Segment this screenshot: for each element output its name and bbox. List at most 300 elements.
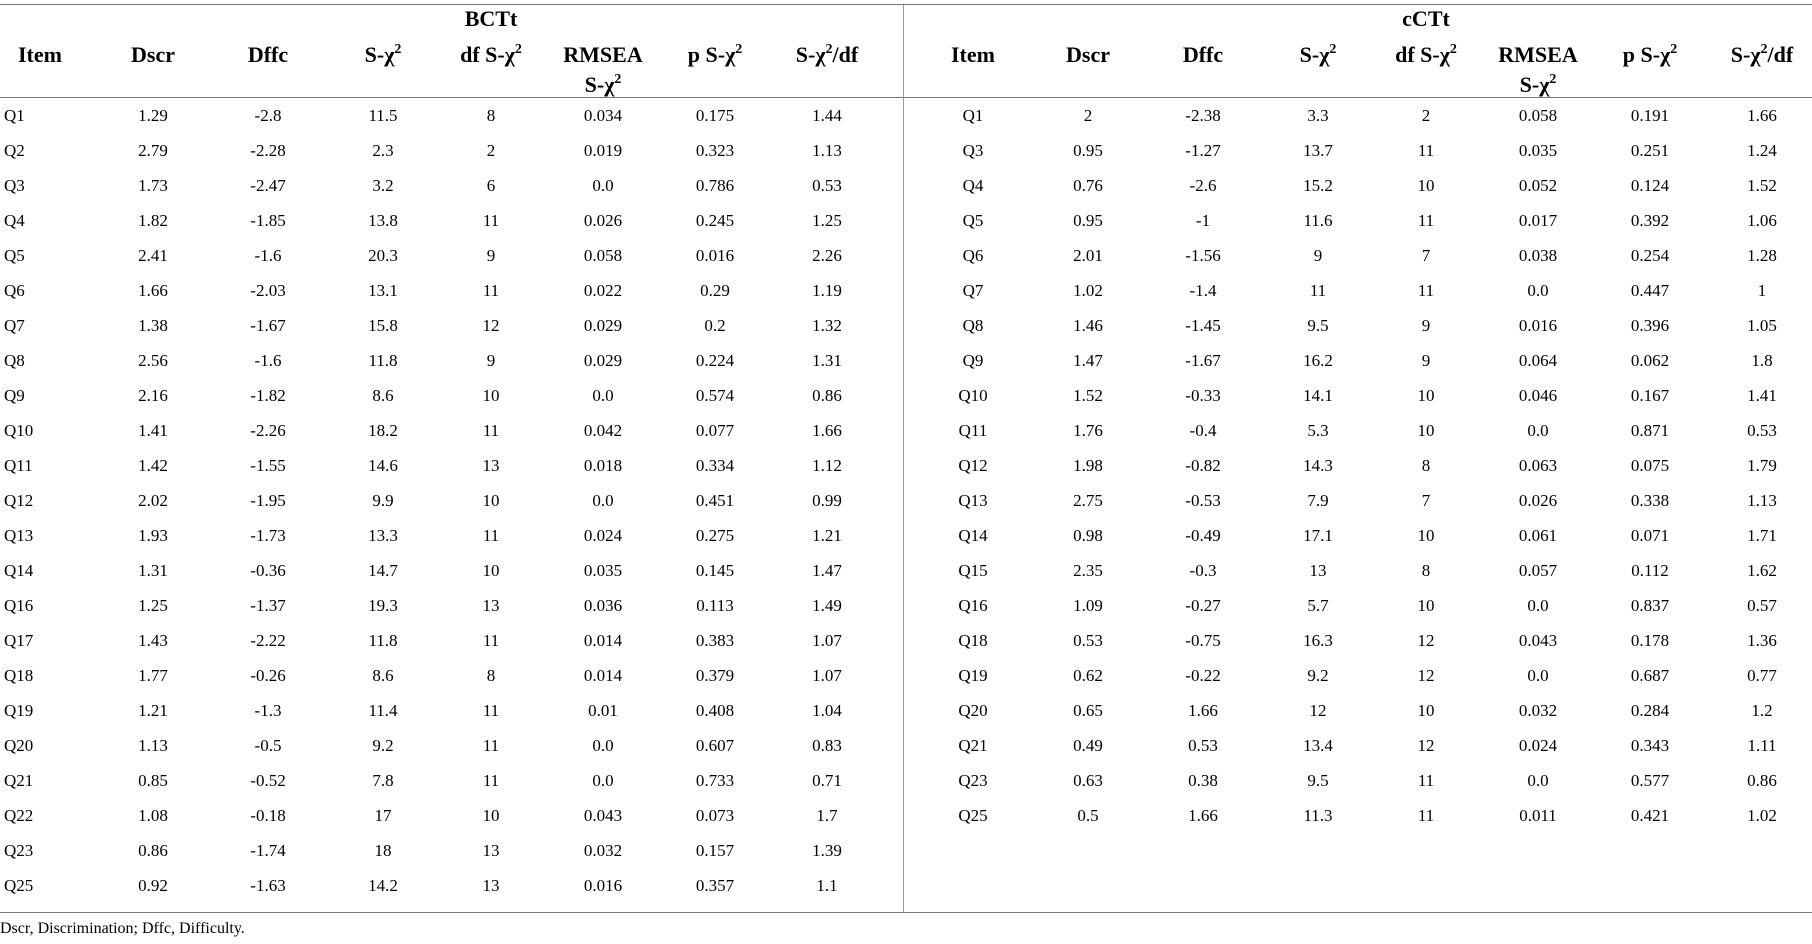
table-cell: 1.31: [812, 351, 842, 370]
table-cell: 9.2: [372, 736, 394, 755]
table-cell: -2.28: [250, 141, 286, 160]
table-cell: 2: [486, 141, 496, 160]
column-header: $S-\chi^2/df$: [1730, 42, 1794, 67]
table-cell: 0.837: [1630, 596, 1670, 615]
row-item-label: Q4: [962, 176, 984, 195]
table-cell: 11.6: [1303, 211, 1333, 230]
row-item-label: Q14: [958, 526, 988, 545]
row-item-label: Q3: [962, 141, 984, 160]
table-cell: 0.022: [583, 281, 623, 300]
row-item-label: Q8: [4, 351, 25, 370]
table-cell: 1.44: [812, 106, 842, 125]
table-cell: 0.024: [583, 526, 623, 545]
table-cell: 0.357: [695, 876, 735, 895]
table-cell: 1.46: [1073, 316, 1103, 335]
table-cell: 1.08: [138, 806, 168, 825]
table-cell: -0.33: [1185, 386, 1221, 405]
table-cell: 14.7: [368, 561, 398, 580]
table-cell: 3.2: [372, 176, 394, 195]
table-cell: 1.79: [1747, 456, 1777, 475]
table-cell: 1.36: [1747, 631, 1777, 650]
table-cell: 1.12: [812, 456, 842, 475]
row-item-label: Q11: [4, 456, 33, 475]
table-cell: -1.37: [250, 596, 286, 615]
table-cell: 0.251: [1630, 141, 1670, 160]
table-cell: 1.39: [812, 841, 842, 860]
table-cell: 1.29: [138, 106, 168, 125]
table-cell: 0.2: [704, 316, 726, 335]
table-cell: 10: [1417, 701, 1435, 720]
table-cell: -2.8: [254, 106, 282, 125]
table-cell: 0.49: [1073, 736, 1103, 755]
table-cell: 1.66: [812, 421, 842, 440]
table-cell: -0.36: [250, 561, 286, 580]
table-cell: -0.22: [1185, 666, 1221, 685]
table-cell: 0.024: [1518, 736, 1558, 755]
row-item-label: Q2: [4, 141, 25, 160]
column-header: p $S-\chi^2$: [1622, 42, 1678, 67]
table-cell: 1.52: [1073, 386, 1103, 405]
table-cell: 3.3: [1307, 106, 1329, 125]
row-item-label: Q21: [4, 771, 34, 790]
table-cell: 11.4: [368, 701, 398, 720]
row-item-label: Q1: [4, 106, 25, 125]
table-cell: 13: [482, 876, 500, 895]
table-cell: 13.3: [368, 526, 398, 545]
table-cell: 1.41: [138, 421, 168, 440]
table-cell: 0.052: [1518, 176, 1558, 195]
table-cell: 0.275: [695, 526, 735, 545]
table-cell: -0.75: [1185, 631, 1221, 650]
table-cell: 0.76: [1073, 176, 1103, 195]
table-cell: 2: [1421, 106, 1431, 125]
table-cell: 1.25: [812, 211, 842, 230]
table-cell: -2.38: [1185, 106, 1221, 125]
row-item-label: Q12: [958, 456, 988, 475]
table-cell: 10: [1417, 421, 1435, 440]
table-cell: 7.8: [372, 771, 394, 790]
table-cell: 0.5: [1077, 806, 1099, 825]
table-cell: 1.82: [138, 211, 168, 230]
table-cell: 0.145: [695, 561, 735, 580]
table-cell: -0.27: [1185, 596, 1221, 615]
table-cell: 0.447: [1630, 281, 1670, 300]
table-cell: 0.064: [1518, 351, 1558, 370]
table-cell: 0.035: [1518, 141, 1558, 160]
row-item-label: Q12: [4, 491, 34, 510]
table-cell: 13: [482, 841, 500, 860]
table-cell: 0.178: [1630, 631, 1670, 650]
table-cell: 1.02: [1073, 281, 1103, 300]
table-cell: 0.167: [1630, 386, 1670, 405]
table-cell: 0.57: [1747, 596, 1777, 615]
table-cell: 1.62: [1747, 561, 1777, 580]
table-cell: 1.8: [1751, 351, 1773, 370]
table-cell: -1.27: [1185, 141, 1221, 160]
table-cell: 18: [374, 841, 392, 860]
table-cell: 11: [482, 526, 500, 545]
table-cell: 12: [1417, 666, 1435, 685]
table-cell: 0.574: [695, 386, 735, 405]
table-cell: 9: [486, 246, 496, 265]
table-cell: 1.71: [1747, 526, 1777, 545]
table-cell: 0.038: [1518, 246, 1558, 265]
table-cell: 2.41: [138, 246, 168, 265]
table-cell: 13: [482, 596, 500, 615]
table-cell: 0.0: [1527, 421, 1549, 440]
table-cell: 1.02: [1747, 806, 1777, 825]
table-cell: 1.2: [1751, 701, 1773, 720]
row-item-label: Q17: [4, 631, 34, 650]
row-item-label: Q16: [4, 596, 34, 615]
table-cell: 0.026: [1518, 491, 1558, 510]
table-cell: 8: [486, 666, 496, 685]
table-cell: -1.73: [250, 526, 286, 545]
table-cell: 0.077: [695, 421, 735, 440]
table-cell: 2.16: [138, 386, 168, 405]
column-header: p $S-\chi^2$: [687, 42, 743, 67]
table-cell: 0.86: [1747, 771, 1777, 790]
table-cell: 6: [486, 176, 496, 195]
table-cell: 11: [482, 771, 500, 790]
table-cell: 0.85: [138, 771, 168, 790]
table-cell: 0.607: [695, 736, 735, 755]
table-cell: 1.77: [138, 666, 168, 685]
row-item-label: Q16: [958, 596, 988, 615]
row-item-label: Q14: [4, 561, 34, 580]
table-cell: 0.032: [583, 841, 623, 860]
table-cell: 0.86: [138, 841, 168, 860]
table-cell: 1.47: [1073, 351, 1103, 370]
table-cell: 9.2: [1307, 666, 1329, 685]
table-cell: 16.3: [1303, 631, 1333, 650]
row-item-label: Q15: [958, 561, 988, 580]
table-cell: 0.77: [1747, 666, 1777, 685]
table-cell: 8: [486, 106, 496, 125]
table-cell: 0.53: [812, 176, 842, 195]
table-cell: 0.383: [695, 631, 735, 650]
table-cell: 0.0: [1527, 281, 1549, 300]
table-cell: 0.284: [1630, 701, 1670, 720]
table-cell: 1.66: [138, 281, 168, 300]
table-cell: 7: [1421, 491, 1431, 510]
table-cell: 0.157: [695, 841, 735, 860]
table-cell: 1.43: [138, 631, 168, 650]
table-cell: 11: [482, 281, 500, 300]
table-cell: -2.47: [250, 176, 286, 195]
table-cell: 11: [1417, 771, 1435, 790]
table-cell: -1.3: [254, 701, 282, 720]
table-cell: 0.451: [695, 491, 735, 510]
table-cell: 0.53: [1747, 421, 1777, 440]
row-item-label: Q6: [962, 246, 984, 265]
table-cell: 0.019: [583, 141, 623, 160]
table-cell: 0.016: [583, 876, 623, 895]
table-cell: 12: [1417, 631, 1435, 650]
row-item-label: Q7: [4, 316, 25, 335]
table-cell: 9.5: [1307, 316, 1329, 335]
table-cell: 0.014: [583, 631, 623, 650]
column-header: Dffc: [1182, 42, 1224, 67]
table-cell: 1.1: [816, 876, 838, 895]
table-cell: 14.2: [368, 876, 398, 895]
table-cell: -0.4: [1189, 421, 1217, 440]
table-cell: 15.8: [368, 316, 398, 335]
column-header: Dscr: [1066, 42, 1110, 67]
table-cell: 0.687: [1630, 666, 1670, 685]
table-cell: 0.016: [1518, 316, 1558, 335]
table-cell: -1.55: [250, 456, 286, 475]
row-item-label: Q23: [4, 841, 34, 860]
table-cell: -0.53: [1185, 491, 1221, 510]
table-cell: -0.82: [1185, 456, 1221, 475]
table-cell: -1.45: [1185, 316, 1221, 335]
table-cell: -1: [1195, 211, 1211, 230]
table-cell: 11: [482, 211, 500, 230]
table-cell: -1.85: [250, 211, 286, 230]
table-cell: 1.24: [1747, 141, 1777, 160]
table-cell: 0.035: [583, 561, 623, 580]
table-cell: -0.26: [250, 666, 286, 685]
table-cell: 11: [482, 421, 500, 440]
table-cell: -1.74: [250, 841, 286, 860]
table-cell: -2.6: [1189, 176, 1217, 195]
table-cell: 1.93: [138, 526, 168, 545]
table-cell: -1.67: [1185, 351, 1221, 370]
table-cell: 0.254: [1630, 246, 1670, 265]
table-cell: 0.379: [695, 666, 735, 685]
row-item-label: Q9: [4, 386, 25, 405]
table-cell: 0.046: [1518, 386, 1558, 405]
table-cell: 0.0: [1527, 666, 1549, 685]
table-cell: 1.06: [1747, 211, 1777, 230]
row-item-label: Q10: [958, 386, 988, 405]
table-cell: 0.343: [1630, 736, 1670, 755]
table-cell: 1.66: [1747, 106, 1777, 125]
table-cell: 11: [482, 701, 500, 720]
row-item-label: Q7: [962, 281, 984, 300]
table-cell: -1.6: [254, 246, 282, 265]
table-cell: -0.52: [250, 771, 286, 790]
table-footnote: Dscr, Discrimination; Dffc, Difficulty.: [0, 920, 245, 937]
table-cell: 11: [1417, 211, 1435, 230]
table-cell: -0.49: [1185, 526, 1221, 545]
table-cell: 0.0: [592, 771, 614, 790]
table-cell: 0.075: [1630, 456, 1670, 475]
table-cell: -2.26: [250, 421, 286, 440]
table-cell: 1.13: [138, 736, 168, 755]
table-cell: 11: [482, 736, 500, 755]
table-cell: 9: [1421, 351, 1431, 370]
table-cell: 12: [482, 316, 500, 335]
table-cell: 11: [1417, 281, 1435, 300]
table-cell: 11.8: [368, 351, 398, 370]
table-cell: 0.063: [1518, 456, 1558, 475]
table-cell: 0.65: [1073, 701, 1103, 720]
table-cell: 0.83: [812, 736, 842, 755]
table-cell: 0.92: [138, 876, 168, 895]
table-cell: 0.113: [696, 596, 734, 615]
table-cell: 0.0: [592, 386, 614, 405]
table-cell: -1.63: [250, 876, 286, 895]
table-cell: 8: [1421, 456, 1431, 475]
row-item-label: Q20: [958, 701, 988, 720]
table-cell: 1.13: [812, 141, 842, 160]
table-cell: 10: [482, 561, 500, 580]
top-rule: [0, 4, 1812, 5]
table-cell: 0.86: [812, 386, 842, 405]
table-cell: -0.5: [254, 736, 282, 755]
table-cell: 0.016: [695, 246, 735, 265]
table-cell: -1.95: [250, 491, 286, 510]
table-cell: 9: [1313, 246, 1323, 265]
table-cell: 1.09: [1073, 596, 1103, 615]
row-item-label: Q21: [958, 736, 988, 755]
row-item-label: Q9: [962, 351, 984, 370]
table-cell: 0.577: [1630, 771, 1670, 790]
table-cell: 1.21: [812, 526, 842, 545]
row-item-label: Q10: [4, 421, 34, 440]
table-cell: 2.75: [1073, 491, 1103, 510]
table-cell: 1.73: [138, 176, 168, 195]
table-cell: 0.032: [1518, 701, 1558, 720]
row-item-label: Q13: [4, 526, 34, 545]
row-item-label: Q4: [4, 211, 25, 230]
bottom-rule: [0, 912, 1812, 913]
row-item-label: Q13: [958, 491, 988, 510]
table-cell: 17: [374, 806, 392, 825]
table-cell: 0.043: [583, 806, 623, 825]
table-cell: 15.2: [1303, 176, 1333, 195]
table-cell: 9: [1421, 316, 1431, 335]
table-cell: 1.13: [1747, 491, 1777, 510]
table-cell: 1.76: [1073, 421, 1103, 440]
row-item-label: Q25: [958, 806, 988, 825]
table-cell: 11: [1309, 281, 1327, 300]
table-cell: 1.38: [138, 316, 168, 335]
table-cell: -0.18: [250, 806, 286, 825]
table-cell: 8: [1421, 561, 1431, 580]
table-cell: 12: [1309, 701, 1327, 720]
table-cell: 0.71: [812, 771, 842, 790]
table-cell: 8.6: [372, 666, 394, 685]
table-cell: 9.5: [1307, 771, 1329, 790]
table-cell: 0.99: [812, 491, 842, 510]
table-cell: 5.3: [1307, 421, 1329, 440]
table-cell: 2.01: [1073, 246, 1103, 265]
table-cell: 0.036: [583, 596, 623, 615]
table-cell: 0.017: [1518, 211, 1558, 230]
table-cell: 10: [1417, 526, 1435, 545]
table-cell: 1.04: [812, 701, 842, 720]
table-cell: 1.32: [812, 316, 842, 335]
table-cell: 0.058: [583, 246, 623, 265]
table-cell: 2.26: [812, 246, 842, 265]
table-cell: 14.6: [368, 456, 398, 475]
table-cell: 0.0: [592, 491, 614, 510]
column-header: RMSEA $S-\chi^2$: [563, 42, 643, 97]
table-cell: 14.1: [1303, 386, 1333, 405]
table-cell: 13.8: [368, 211, 398, 230]
table-cell: 7: [1421, 246, 1431, 265]
table-cell: 1.28: [1747, 246, 1777, 265]
table-cell: 0.338: [1630, 491, 1670, 510]
table-cell: -0.3: [1189, 561, 1217, 580]
row-item-label: Q19: [4, 701, 34, 720]
row-item-label: Q11: [958, 421, 988, 440]
table-cell: 1.98: [1073, 456, 1103, 475]
table-cell: 0.29: [700, 281, 730, 300]
table-cell: 0.029: [583, 351, 623, 370]
table-cell: 0.334: [695, 456, 735, 475]
table-cell: 0.392: [1630, 211, 1670, 230]
table-cell: 0.124: [1630, 176, 1670, 195]
table-cell: 12: [1417, 736, 1435, 755]
table-cell: -2.03: [250, 281, 286, 300]
table-cell: 17.1: [1303, 526, 1333, 545]
table-cell: 19.3: [368, 596, 398, 615]
table-cell: 2.56: [138, 351, 168, 370]
table-cell: 11.8: [368, 631, 398, 650]
table-cell: 2.79: [138, 141, 168, 160]
table-cell: 10: [482, 386, 500, 405]
column-header: $S-\chi^2/df$: [795, 42, 859, 67]
group-divider: [903, 5, 904, 912]
row-item-label: Q20: [4, 736, 34, 755]
table-cell: -1.56: [1185, 246, 1221, 265]
table-cell: 0.011: [1519, 806, 1557, 825]
table-cell: 1.19: [812, 281, 842, 300]
table-cell: 0.245: [695, 211, 735, 230]
table-cell: -2.22: [250, 631, 286, 650]
row-item-label: Q1: [962, 106, 984, 125]
table-cell: -1.6: [254, 351, 282, 370]
table-cell: -1.67: [250, 316, 286, 335]
table-cell: 0.871: [1630, 421, 1670, 440]
table-cell: 0.061: [1518, 526, 1558, 545]
table-cell: 2.02: [138, 491, 168, 510]
table-cell: 0.95: [1073, 141, 1103, 160]
table-cell: -1.82: [250, 386, 286, 405]
table-cell: 0.396: [1630, 316, 1670, 335]
table-cell: 11: [482, 631, 500, 650]
row-item-label: Q18: [4, 666, 34, 685]
table-cell: 16.2: [1303, 351, 1333, 370]
row-item-label: Q22: [4, 806, 34, 825]
table-cell: 5.7: [1307, 596, 1329, 615]
table-cell: 1.31: [138, 561, 168, 580]
table-cell: 8.6: [372, 386, 394, 405]
table-cell: 0.53: [1073, 631, 1103, 650]
column-header: $S-\chi^2$: [1299, 42, 1337, 67]
table-cell: 0.018: [583, 456, 623, 475]
row-item-label: Q5: [962, 211, 984, 230]
table-cell: 0.38: [1188, 771, 1218, 790]
table-cell: 9: [486, 351, 496, 370]
table-cell: 0.0: [1527, 771, 1549, 790]
table-cell: 10: [482, 491, 500, 510]
table-cell: 1.25: [138, 596, 168, 615]
row-item-label: Q6: [4, 281, 25, 300]
table-cell: 7.9: [1307, 491, 1329, 510]
table-cell: 9.9: [372, 491, 394, 510]
table-cell: 0.073: [695, 806, 735, 825]
table-cell: 0.421: [1630, 806, 1670, 825]
row-item-label: Q18: [958, 631, 988, 650]
table-cell: 0.63: [1073, 771, 1103, 790]
table-cell: 0.191: [1630, 106, 1670, 125]
table-cell: 1.49: [812, 596, 842, 615]
